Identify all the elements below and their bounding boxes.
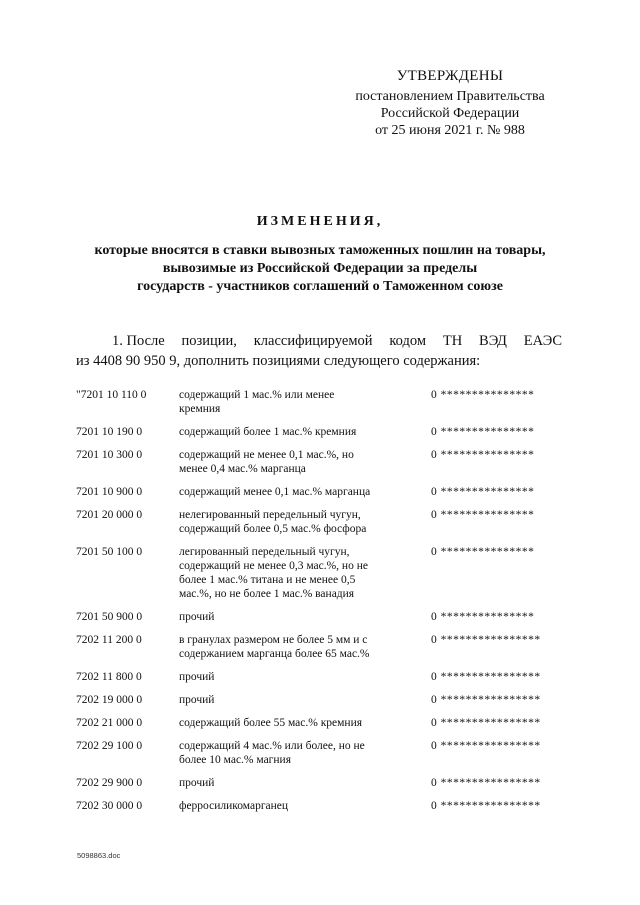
subtitle-line-2: вывозимые из Российской Федерации за пределы <box>162 261 478 276</box>
row-description-line: содержащий не менее 0,1 мас.%, но <box>179 449 354 461</box>
row-code: 7201 10 300 0 <box>76 449 143 461</box>
row-description-line: содержащий более 55 мас.% кремния <box>179 717 363 729</box>
intro-word: 1. После <box>112 333 165 349</box>
table-row <box>76 633 566 661</box>
row-code: 7201 10 190 0 <box>76 426 143 438</box>
table-row <box>76 508 566 536</box>
row-rate: 0 *************** <box>431 509 535 521</box>
row-code: 7202 21 000 0 <box>76 717 143 729</box>
row-description <box>179 739 401 767</box>
row-description-line: ферросиликомарганец <box>179 800 289 812</box>
row-code: 7202 11 200 0 <box>76 634 142 646</box>
table-row <box>76 485 566 499</box>
intro-paragraph <box>76 331 562 371</box>
intro-word: ТН <box>442 333 463 349</box>
row-code: 7202 29 100 0 <box>76 740 143 752</box>
table-row <box>76 716 566 730</box>
row-code: 7202 11 800 0 <box>76 671 142 683</box>
approval-block <box>340 68 560 139</box>
row-code: 7201 50 900 0 <box>76 611 143 623</box>
row-description <box>179 776 401 790</box>
approval-line-2: Российской Федерации <box>380 106 520 121</box>
row-description-line: прочий <box>179 611 215 623</box>
row-description-line: более 1 мас.% титана и не менее 0,5 <box>179 574 356 586</box>
approval-line-3: от 25 июня 2021 г. № 988 <box>375 123 525 138</box>
table-row <box>76 776 566 790</box>
row-rate: 0 **************** <box>431 717 541 729</box>
row-code: 7201 50 100 0 <box>76 546 143 558</box>
table-row <box>76 545 566 601</box>
row-rate: 0 *************** <box>431 546 535 558</box>
document-subtitle <box>60 242 580 296</box>
document-title: ИЗМЕНЕНИЯ, <box>256 214 384 229</box>
row-description-line: в гранулах размером не более 5 мм и с <box>179 634 368 646</box>
row-description <box>179 693 401 707</box>
intro-word: кодом <box>389 333 427 349</box>
table-row <box>76 739 566 767</box>
row-description-line: более 10 мас.% магния <box>179 754 292 766</box>
row-rate: 0 **************** <box>431 634 541 646</box>
table-row <box>76 425 566 439</box>
row-code: 7202 29 900 0 <box>76 777 143 789</box>
intro-word: классифицируемой <box>253 333 373 349</box>
row-description <box>179 610 401 624</box>
row-rate: 0 **************** <box>431 800 541 812</box>
row-description-line: содержащий более 0,5 мас.% фосфора <box>179 523 367 535</box>
row-rate: 0 **************** <box>431 740 541 752</box>
row-description-line: нелегированный передельный чугун, <box>179 509 361 521</box>
row-rate: 0 **************** <box>431 694 541 706</box>
row-description <box>179 425 401 439</box>
intro-line-1 <box>76 331 562 351</box>
row-description <box>179 545 401 601</box>
intro-line-2: из 4408 90 950 9, дополнить позициями следующего содержания: <box>76 353 481 369</box>
approval-heading: УТВЕРЖДЕНЫ <box>396 68 504 84</box>
table-row <box>76 799 566 813</box>
table-row <box>76 610 566 624</box>
row-description-line: кремния <box>179 403 221 415</box>
intro-word: позиции, <box>181 333 237 349</box>
row-rate: 0 *************** <box>431 611 535 623</box>
row-code: 7201 10 900 0 <box>76 486 143 498</box>
row-code: 7202 19 000 0 <box>76 694 143 706</box>
row-code: "7201 10 110 0 <box>76 389 147 401</box>
row-description <box>179 448 401 476</box>
row-code: 7201 20 000 0 <box>76 509 143 521</box>
intro-word: ВЭД <box>479 333 507 349</box>
row-description-line: легированный передельный чугун, <box>179 546 350 558</box>
table-row <box>76 388 566 416</box>
row-description <box>179 388 401 416</box>
table-row <box>76 693 566 707</box>
row-rate: 0 *************** <box>431 389 535 401</box>
table-row <box>76 448 566 476</box>
file-name: 5098863.doc <box>77 851 121 860</box>
row-description-line: содержанием марганца более 65 мас.% <box>179 648 370 660</box>
subtitle-line-3: государств - участников соглашений о Таможенном союзе <box>137 279 503 294</box>
row-description <box>179 716 401 730</box>
row-code: 7202 30 000 0 <box>76 800 143 812</box>
row-description-line: содержащий 4 мас.% или более, но не <box>179 740 365 752</box>
row-description <box>179 508 401 536</box>
row-rate: 0 **************** <box>431 777 541 789</box>
tariff-table <box>76 388 566 813</box>
row-description-line: содержащий менее 0,1 мас.% марганца <box>179 486 371 498</box>
row-rate: 0 *************** <box>431 486 535 498</box>
table-row <box>76 670 566 684</box>
row-description-line: прочий <box>179 671 215 683</box>
row-description-line: мас.%, но не более 1 мас.% ванадия <box>179 588 355 600</box>
row-description-line: прочий <box>179 777 215 789</box>
row-description-line: содержащий 1 мас.% или менее <box>179 389 335 401</box>
row-rate: 0 **************** <box>431 671 541 683</box>
row-rate: 0 *************** <box>431 426 535 438</box>
subtitle-line-1: которые вносятся в ставки вывозных таможенных пошлин на товары, <box>94 243 546 258</box>
intro-word: ЕАЭС <box>523 333 562 349</box>
row-description <box>179 633 401 661</box>
row-description-line: прочий <box>179 694 215 706</box>
approval-line-1: постановлением Правительства <box>355 89 545 104</box>
row-description <box>179 670 401 684</box>
row-description <box>179 799 401 813</box>
row-description-line: менее 0,4 мас.% марганца <box>179 463 306 475</box>
row-description-line: содержащий более 1 мас.% кремния <box>179 426 357 438</box>
row-rate: 0 *************** <box>431 449 535 461</box>
row-description-line: содержащий не менее 0,3 мас.%, но не <box>179 560 368 572</box>
row-description <box>179 485 401 499</box>
